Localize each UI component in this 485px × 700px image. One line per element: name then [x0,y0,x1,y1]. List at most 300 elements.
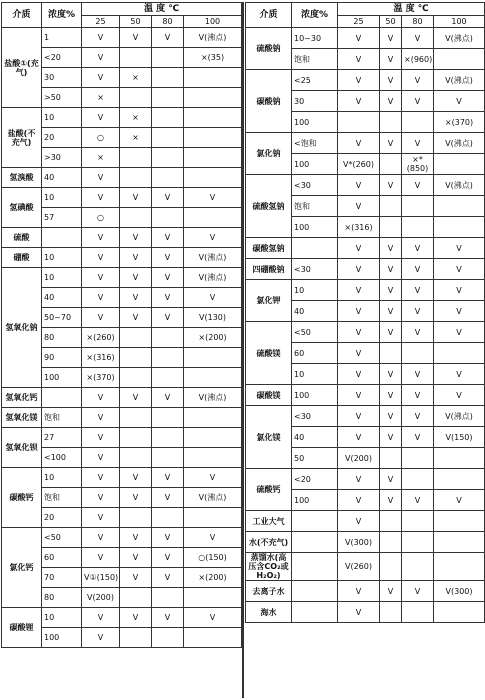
rating-cell [184,428,242,448]
rating-cell: ×(370) [434,112,485,133]
rating-cell [434,602,485,623]
rating-cell [184,88,242,108]
rating-cell: V [152,548,184,568]
rating-cell: V(沸点) [184,268,242,288]
rating-cell: V [120,308,152,328]
rating-cell [120,48,152,68]
rating-cell: V [338,49,380,70]
header-temperature: 温 度 ℃ [82,3,242,16]
header-temp-100: 100 [434,16,485,28]
rating-cell: ×(960) [402,49,434,70]
rating-cell: V [434,490,485,511]
rating-cell: V [402,175,434,196]
rating-cell [120,408,152,428]
rating-cell: V [82,508,120,528]
rating-cell: V [82,488,120,508]
rating-cell: V [120,548,152,568]
rating-cell: V [184,528,242,548]
rating-cell: V [434,259,485,280]
rating-cell [402,511,434,532]
rating-cell: V [120,268,152,288]
rating-cell: ×(35) [184,48,242,68]
concentration-cell: 40 [292,427,338,448]
rating-cell: V [402,385,434,406]
table-row [246,406,485,427]
concentration-cell: >30 [42,148,82,168]
rating-cell [184,508,242,528]
medium-cell: 氯化钠 [246,133,292,175]
concentration-cell: 40 [42,168,82,188]
concentration-cell [42,228,82,248]
rating-cell: V [82,28,120,48]
rating-cell [402,469,434,490]
rating-cell [338,112,380,133]
rating-cell: V [82,108,120,128]
rating-cell: V [184,468,242,488]
rating-cell: V(沸点) [184,388,242,408]
rating-cell [152,68,184,88]
concentration-cell: 10 [292,280,338,301]
rating-cell: V [434,280,485,301]
medium-cell: 四硼酸钠 [246,259,292,280]
rating-cell: V [82,428,120,448]
rating-cell: V [338,196,380,217]
rating-cell: V [434,385,485,406]
rating-cell: V [338,511,380,532]
concentration-cell: <20 [42,48,82,68]
medium-cell: 水(不充气) [246,532,292,553]
rating-cell [434,469,485,490]
concentration-cell: 20 [42,508,82,528]
rating-cell: V [338,343,380,364]
rating-cell: ×(316) [82,348,120,368]
rating-cell: V [152,528,184,548]
medium-cell: 碳酸氢钠 [246,238,292,259]
rating-cell: V [402,133,434,154]
rating-cell [434,154,485,175]
concentration-cell: <饱和 [292,133,338,154]
header-temp-100: 100 [184,16,242,28]
rating-cell: V [380,280,402,301]
rating-cell [380,553,402,581]
rating-cell: V [402,91,434,112]
rating-cell: V [380,91,402,112]
concentration-cell [292,532,338,553]
header-temp-80: 80 [152,16,184,28]
concentration-cell: 40 [42,288,82,308]
medium-cell: 氢氧化钠 [2,268,42,388]
table-row [246,385,485,406]
rating-cell: V [184,288,242,308]
rating-cell: V [380,259,402,280]
rating-cell [120,368,152,388]
concentration-cell: 10 [42,608,82,628]
rating-cell: V [338,28,380,49]
rating-cell [402,532,434,553]
rating-cell: V(沸点) [184,488,242,508]
table-row [246,511,485,532]
concentration-cell [292,602,338,623]
concentration-cell: 10 [42,468,82,488]
rating-cell: V [338,70,380,91]
rating-cell: V [152,228,184,248]
rating-cell: V [338,175,380,196]
rating-cell [402,217,434,238]
rating-cell [434,553,485,581]
rating-cell [152,628,184,648]
rating-cell: V [82,388,120,408]
rating-cell: V [120,388,152,408]
rating-cell: V [338,133,380,154]
rating-cell [120,328,152,348]
medium-cell: 氯化钙 [2,528,42,608]
concentration-cell [42,388,82,408]
table-row [246,259,485,280]
medium-cell: 硼酸 [2,248,42,268]
rating-cell: V [338,91,380,112]
rating-cell: V [380,490,402,511]
concentration-cell: 30 [292,91,338,112]
rating-cell [152,348,184,368]
concentration-cell: 100 [292,385,338,406]
rating-cell: V [184,608,242,628]
rating-cell: V [82,608,120,628]
table-row [246,28,485,49]
rating-cell [120,148,152,168]
header-medium: 介质 [2,3,42,28]
rating-cell [184,588,242,608]
rating-cell: V [338,602,380,623]
rating-cell: V [82,408,120,428]
rating-cell: V [184,228,242,248]
header-concentration: 浓度% [42,3,82,28]
rating-cell: ×(260) [82,328,120,348]
rating-cell [380,112,402,133]
medium-cell: 氢氧化钡 [2,428,42,468]
rating-cell [184,448,242,468]
rating-cell: ○ [82,208,120,228]
rating-cell: V [120,528,152,548]
concentration-cell: <20 [292,469,338,490]
concentration-cell: 100 [292,490,338,511]
rating-cell [120,428,152,448]
concentration-cell: 27 [42,428,82,448]
rating-cell [184,208,242,228]
rating-cell: ×(200) [184,568,242,588]
rating-cell: V [338,259,380,280]
rating-cell: V(200) [82,588,120,608]
rating-cell: V [338,581,380,602]
rating-cell [380,602,402,623]
rating-cell: V [380,133,402,154]
rating-cell: V [434,301,485,322]
header-medium: 介质 [246,3,292,28]
rating-cell: V(300) [434,581,485,602]
table-row [2,188,242,208]
table-row [2,388,242,408]
concentration-cell: 100 [42,628,82,648]
header-temp-25: 25 [338,16,380,28]
rating-cell [402,602,434,623]
concentration-cell: 40 [292,301,338,322]
concentration-cell [292,511,338,532]
rating-cell: V [338,301,380,322]
concentration-cell: 90 [42,348,82,368]
concentration-cell: <100 [42,448,82,468]
rating-cell [184,68,242,88]
rating-cell: V [338,364,380,385]
rating-cell: V(150) [434,427,485,448]
rating-cell: V(300) [338,532,380,553]
rating-cell: V [82,628,120,648]
table-row [246,175,485,196]
rating-cell: V [82,288,120,308]
rating-cell: V [152,568,184,588]
table-row [2,28,242,48]
medium-cell: 硫酸钠 [246,28,292,70]
rating-cell: V [380,175,402,196]
table-row [246,469,485,490]
header-concentration: 浓度% [292,3,338,28]
rating-cell [152,88,184,108]
rating-cell [152,148,184,168]
header-temp-50: 50 [120,16,152,28]
rating-cell [434,532,485,553]
medium-cell: 蒸馏水(高压含CO₂或H₂O₂) [246,553,292,581]
right-table-body [246,28,485,623]
rating-cell: V [82,308,120,328]
rating-cell: V [380,364,402,385]
rating-cell [184,368,242,388]
rating-cell [402,343,434,364]
medium-cell: 硫酸氢钠 [246,175,292,238]
rating-cell [184,148,242,168]
rating-cell: V [152,268,184,288]
concentration-cell: 饱和 [292,49,338,70]
left-table [1,2,242,648]
rating-cell [152,128,184,148]
rating-cell [152,168,184,188]
rating-cell: V [120,488,152,508]
medium-cell: 硫酸 [2,228,42,248]
rating-cell [152,408,184,428]
medium-cell: 海水 [246,602,292,623]
rating-cell: V [120,608,152,628]
rating-cell [120,88,152,108]
rating-cell [152,368,184,388]
concentration-cell: 57 [42,208,82,228]
rating-cell: V [120,468,152,488]
rating-cell: ○(150) [184,548,242,568]
rating-cell [380,532,402,553]
rating-cell [434,196,485,217]
rating-cell: × [82,88,120,108]
concentration-cell: 饱和 [42,488,82,508]
concentration-cell: 80 [42,328,82,348]
rating-cell: V [380,385,402,406]
table-row [2,248,242,268]
concentration-cell: <30 [292,175,338,196]
rating-cell [402,448,434,469]
medium-cell: 碳酸钙 [2,468,42,528]
rating-cell: V [152,28,184,48]
rating-cell: V [380,427,402,448]
concentration-cell: 10 [42,248,82,268]
rating-cell: V [402,322,434,343]
concentration-cell: <30 [292,406,338,427]
rating-cell: ×(316) [338,217,380,238]
table-row [246,280,485,301]
rating-cell [380,511,402,532]
medium-cell: 氯化钾 [246,280,292,322]
concentration-cell: 10 [42,108,82,128]
concentration-cell: 60 [292,343,338,364]
rating-cell: V [152,188,184,208]
table-row [2,268,242,288]
medium-cell: 硫酸钙 [246,469,292,511]
rating-cell [152,108,184,128]
table-row [2,408,242,428]
concentration-cell: 1 [42,28,82,48]
concentration-cell: <50 [292,322,338,343]
concentration-cell: <30 [292,259,338,280]
rating-cell: V [120,188,152,208]
table-row [246,133,485,154]
rating-cell: V [152,308,184,328]
rating-cell: V(130) [184,308,242,328]
rating-cell: ×*(850) [402,154,434,175]
table-row [2,228,242,248]
rating-cell: V [380,469,402,490]
concentration-cell: 80 [42,588,82,608]
rating-cell: V [338,469,380,490]
table-row [2,168,242,188]
medium-cell: 去离子水 [246,581,292,602]
rating-cell [152,588,184,608]
rating-cell: V [152,488,184,508]
table-row [2,468,242,488]
rating-cell [434,49,485,70]
rating-cell: V [402,581,434,602]
medium-cell: 氢溴酸 [2,168,42,188]
concentration-cell: 饱和 [42,408,82,428]
rating-cell: V [402,364,434,385]
concentration-cell [292,238,338,259]
rating-cell: V [380,28,402,49]
concentration-cell: 100 [42,368,82,388]
rating-cell: V [82,268,120,288]
rating-cell: V [402,70,434,91]
rating-cell [184,128,242,148]
left-table-body [2,28,242,648]
rating-cell: V(沸点) [184,28,242,48]
rating-cell [434,217,485,238]
rating-cell: V [152,248,184,268]
rating-cell: V [402,301,434,322]
concentration-cell [292,553,338,581]
medium-cell: 盐酸(不充气) [2,108,42,168]
medium-cell: 硫酸镁 [246,322,292,385]
concentration-cell [292,581,338,602]
table-row [2,108,242,128]
rating-cell [120,448,152,468]
rating-cell [152,508,184,528]
rating-cell: V(沸点) [434,175,485,196]
rating-cell: V [402,406,434,427]
rating-cell [380,217,402,238]
medium-cell: 碳酸钠 [246,70,292,133]
rating-cell [434,448,485,469]
rating-cell: V [82,228,120,248]
rating-cell [120,628,152,648]
table-row [246,70,485,91]
rating-cell: V [82,548,120,568]
rating-cell: × [82,148,120,168]
rating-cell: V [380,322,402,343]
rating-cell: V [434,91,485,112]
concentration-cell: 100 [292,154,338,175]
center-divider [242,2,244,698]
table-row [2,528,242,548]
table-row [246,238,485,259]
rating-cell: ×(200) [184,328,242,348]
rating-cell: V [120,228,152,248]
header-temp-50: 50 [380,16,402,28]
rating-cell: V [338,406,380,427]
medium-cell: 氢碘酸 [2,188,42,228]
rating-cell [184,108,242,128]
rating-cell [402,196,434,217]
concentration-cell: 100 [292,112,338,133]
rating-cell: V*(260) [338,154,380,175]
rating-cell [152,328,184,348]
rating-cell: V [338,280,380,301]
concentration-cell: 10~30 [292,28,338,49]
table-row [246,322,485,343]
rating-cell: V [434,238,485,259]
concentration-cell: 60 [42,548,82,568]
rating-cell: V(沸点) [434,70,485,91]
header-temp-80: 80 [402,16,434,28]
table-row [2,608,242,628]
rating-cell: V [82,68,120,88]
rating-cell: V [380,581,402,602]
concentration-cell: 50~70 [42,308,82,328]
medium-cell: 氢氧化钙 [2,388,42,408]
rating-cell: V [402,427,434,448]
rating-cell: V [152,288,184,308]
rating-cell [380,343,402,364]
rating-cell: V [380,238,402,259]
concentration-cell: 饱和 [292,196,338,217]
rating-cell: V [380,70,402,91]
rating-cell [184,348,242,368]
rating-cell [120,508,152,528]
rating-cell [184,628,242,648]
rating-cell: V [152,388,184,408]
medium-cell: 氯化镁 [246,406,292,469]
rating-cell [434,511,485,532]
rating-cell: V(200) [338,448,380,469]
rating-cell: ○ [82,128,120,148]
medium-cell: 工业大气 [246,511,292,532]
rating-cell: V(260) [338,553,380,581]
rating-cell: V [120,288,152,308]
header-temp-25: 25 [82,16,120,28]
rating-cell: V [152,608,184,628]
rating-cell [152,208,184,228]
rating-cell: V [338,490,380,511]
